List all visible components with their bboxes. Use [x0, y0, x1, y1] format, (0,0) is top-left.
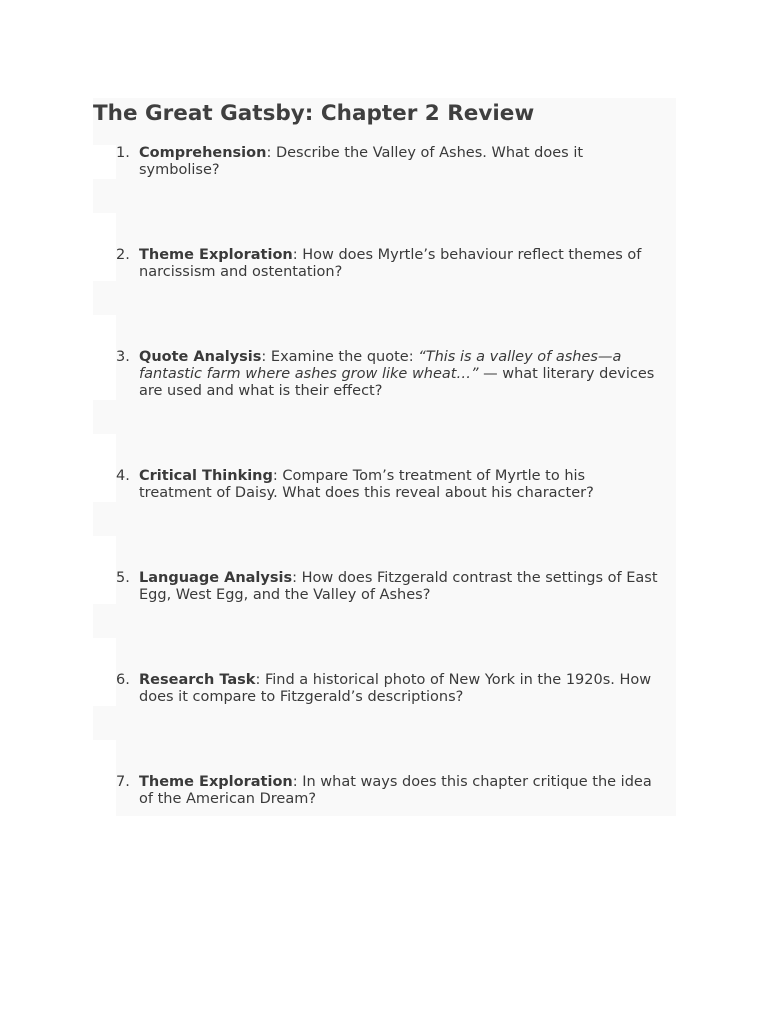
question-1 [116, 145, 676, 179]
question-spacer [93, 604, 676, 638]
question-text [139, 247, 676, 281]
question-spacer [93, 502, 676, 536]
question-label: Research Task [139, 672, 256, 688]
list-item [93, 145, 676, 247]
question-spacer [116, 536, 676, 570]
question-text [139, 570, 676, 604]
question-body: : Find a historical photo of New York in the 1920s. How does it compare to Fitzgerald’s descriptions? [139, 672, 652, 705]
question-spacer [116, 740, 676, 774]
question-number: 6. [116, 672, 130, 688]
question-list [93, 145, 676, 816]
list-item [93, 672, 676, 774]
question-label: Language Analysis [139, 570, 293, 586]
question-body: : How does Myrtle’s behaviour reflect themes of narcissism and ostentation? [139, 247, 642, 280]
list-item [93, 247, 676, 349]
question-number: 5. [116, 570, 130, 586]
question-text [139, 774, 676, 808]
question-spacer [93, 281, 676, 315]
question-body: : In what ways does this chapter critique the idea of the American Dream? [139, 774, 652, 807]
question-spacer [116, 638, 676, 672]
title-block [93, 98, 676, 145]
question-number: 3. [116, 349, 130, 365]
question-spacer [116, 434, 676, 468]
question-spacer [93, 706, 676, 740]
question-spacer [93, 400, 676, 434]
question-body: : Examine the quote: [261, 349, 419, 365]
question-label: Comprehension [139, 145, 267, 161]
question-5 [116, 570, 676, 604]
list-item [93, 468, 676, 570]
question-spacer [116, 315, 676, 349]
question-spacer [93, 179, 676, 213]
question-6 [116, 672, 676, 706]
question-number: 4. [116, 468, 130, 484]
question-number: 7. [116, 774, 130, 790]
question-7 [116, 774, 676, 816]
question-text [139, 468, 676, 502]
question-4 [116, 468, 676, 502]
question-label: Quote Analysis [139, 349, 262, 365]
question-label: Theme Exploration [139, 774, 293, 790]
list-item [93, 570, 676, 672]
question-text [139, 349, 676, 400]
question-body: — what literary devices are used and what is their effect? [139, 366, 655, 399]
question-quote: “This is a valley of ashes—a fantastic farm where ashes grow like wheat…” [139, 349, 622, 382]
question-body: : How does Fitzgerald contrast the settings of East Egg, West Egg, and the Valley of Ashes? [139, 570, 658, 603]
question-label: Critical Thinking [139, 468, 273, 484]
question-body: : Compare Tom’s treatment of Myrtle to his treatment of Daisy. What does this reveal about his character? [139, 468, 594, 501]
question-spacer [116, 213, 676, 247]
question-text [139, 145, 676, 179]
question-number: 2. [116, 247, 130, 263]
question-3 [116, 349, 676, 400]
document-page [93, 98, 676, 816]
list-item [93, 349, 676, 468]
question-label: Theme Exploration [139, 247, 293, 263]
question-body: : Describe the Valley of Ashes. What does it symbolise? [139, 145, 584, 178]
list-item [93, 774, 676, 816]
question-2 [116, 247, 676, 281]
question-text [139, 672, 676, 706]
question-number: 1. [116, 145, 130, 161]
page-title: The Great Gatsby: Chapter 2 Review [93, 101, 535, 126]
